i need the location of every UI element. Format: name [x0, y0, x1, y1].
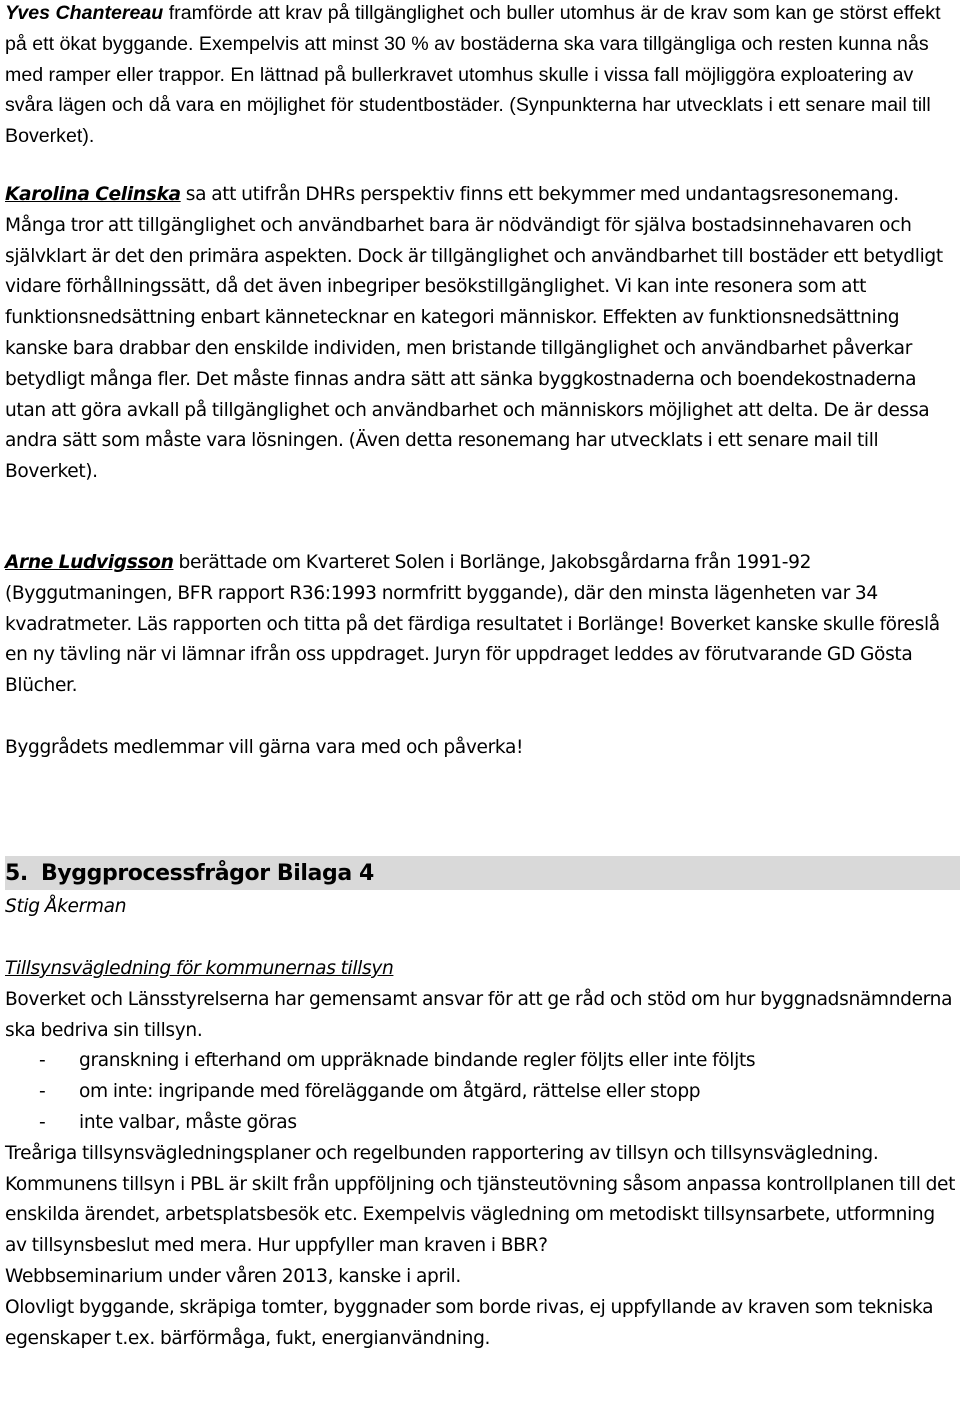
paragraph-chantereau [5, 0, 957, 152]
list-item-text: inte valbar, måste göras [79, 1111, 297, 1133]
list-item [5, 1077, 957, 1108]
paragraph-ludvigsson [5, 548, 957, 702]
paragraph-text: framförde att krav på tillgänglighet och buller utomhus är de krav som kan ge störst effekt på ett ökat byggande. Exempelvis att minst 30 % av bostäderna ska vara tillgängliga och resten kunna nås med ramper eller trappor. En lättnad på bullerkravet utomhus skulle i vissa fall möjliggöra exploatering av svåra lägen och då vara en möjlighet för studentbostäder. (Synpunkterna har utvecklats i ett senare mail till Boverket). [5, 2, 941, 148]
section-subheading: Tillsynsvägledning för kommunernas tillsyn [5, 958, 394, 979]
list-item-text: om inte: ingripande med föreläggande om åtgärd, rättelse eller stopp [79, 1081, 701, 1103]
paragraph-text: sa att utifrån DHRs perspektiv finns ett bekymmer med undantagsresonemang. Många tror att tillgänglighet och användbarhet bara är nödvändigt för själva bostadsinnehavaren och självklart är det den primära aspekten. Dock är tillgänglighet och användbarhet till bostäder ett betydligt vidare förhållningssätt, då det även inbegriper besökstillgänglighet. Vi kan inte resonera som att funktionsnedsättning enbart kännetecknar en kategori människor. Effekten av funktionsnedsättning kanske bara drabbar den enskilde individen, men bristande tillgänglighet och användbarhet påverkar betydligt många fler. Det måste finnas andra sätt att sänka byggkostnaderna och boendekostnaderna utan att göra avkall på tillgänglighet och användbarhet och människors möjlighet att delta. De är dessa andra sätt som måste vara lösningen. (Även detta resonemang har utvecklats i ett senare mail till Boverket). [5, 184, 943, 483]
section-line: Olovligt byggande, skräpiga tomter, byggnader som borde rivas, ej uppfyllande av kraven som tekniska egenskaper t.ex. bärförmåga, fukt, energianvändning. [5, 1296, 934, 1349]
bullet-list [5, 1046, 957, 1138]
section-line: Kommunens tillsyn i PBL är skilt från uppföljning och tjänsteutövning såsom anpassa kontrollplanen till det enskilda ärendet, arbetsplatsbesök etc. Exempelvis vägledning om metodiskt tillsynsarbete, utformning av tillsynsbeslut med mera. Hur uppfyller man kraven i BBR? [5, 1173, 956, 1257]
speaker-name: Yves Chantereau [5, 2, 164, 24]
bullet-marker: - [39, 1050, 46, 1072]
section-intro: Boverket och Länsstyrelserna har gemensamt ansvar för att ge råd och stöd om hur byggnadsnämnderna ska bedriva sin tillsyn. [5, 988, 953, 1041]
paragraph-text: berättade om Kvarteret Solen i Borlänge, Jakobsgårdarna från 1991-92 (Byggutmaningen, BFR rapport R36:1993 normfritt byggande), där den minsta lägenheten var 34 kvadratmeter. Läs rapporten och titta på det färdiga resultatet i Borlänge! Boverket kanske skulle föreslå en ny tävling när vi lämnar ifrån oss uppdraget. Juryn för uppdraget leddes av förutvarande GD Gösta Blücher. [5, 552, 940, 697]
list-item [5, 1046, 957, 1077]
section-heading [5, 856, 374, 892]
section-title: Byggprocessfrågor Bilaga 4 [41, 861, 374, 886]
speaker-name: Karolina Celinska [5, 184, 181, 205]
section-line: Webbseminarium under våren 2013, kanske i april. [5, 1265, 461, 1287]
list-item [5, 1108, 957, 1139]
speaker-name: Arne Ludvigsson [5, 552, 174, 573]
bullet-marker: - [39, 1111, 46, 1133]
list-item-text: granskning i efterhand om uppräknade bindande regler följts eller inte följts [79, 1050, 756, 1072]
closing-statement: Byggrådets medlemmar vill gärna vara med och påverka! [5, 737, 524, 758]
paragraph-celinska [5, 180, 957, 488]
section-number: 5. [5, 861, 28, 886]
section-author: Stig Åkerman [5, 896, 127, 917]
section-line: Treåriga tillsynsvägledningsplaner och regelbunden rapportering av tillsyn och tillsynsvägledning. [5, 1142, 879, 1164]
section-body [5, 954, 957, 1354]
bullet-marker: - [39, 1081, 46, 1103]
